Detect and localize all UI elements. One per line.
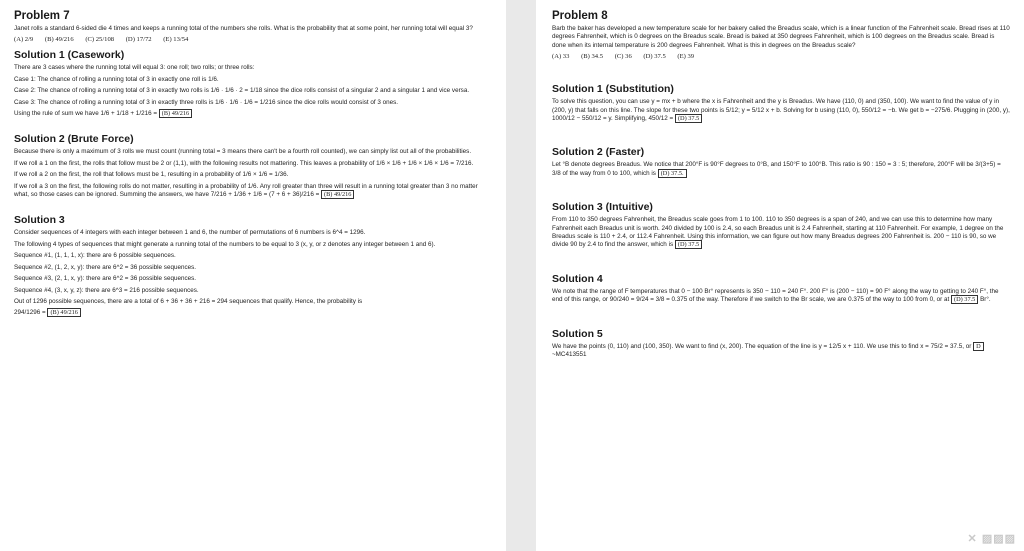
p8-solution-1-title: Solution 1 (Substitution) xyxy=(552,83,674,96)
solution-3-answer-box: (B) 49/216 xyxy=(47,308,80,317)
solution-3-line: The following 4 types of sequences that might generate a running total of the numbers to be equal to 3 (x, y, or z denotes any integer between 1 and 6). xyxy=(14,240,436,248)
solution-1-final xyxy=(14,110,492,118)
right-page xyxy=(536,0,1024,551)
solution-1-line: Case 2: The chance of rolling a running total of 3 in exactly two rolls is 1/6 · 1/6 · 2 = 1/18 since the dice rolls consist of a singular 2 and a singular 1 and vice versa. xyxy=(14,87,470,95)
solution-1-answer-box: (B) 49/216 xyxy=(159,109,192,118)
p8-solution-2-line: Let °B denote degrees Breadus. We notice that 200°F is 90°F degrees to 0°B, and 150°F to 100°B. This ratio is 90 : 150 = 3 : 5; therefore, 200°F will be 3/(3+5) = 3/8 of the way from 0 to 100, which is xyxy=(552,161,1001,177)
solution-3-line: Consider sequences of 4 integers with each integer between 1 and 6, the number of permutations of 6 numbers is 6^4 = 1296. xyxy=(14,229,366,237)
solution-3-ratio-text: 294/1296 = xyxy=(14,309,46,317)
watermark-logo: ✕ ▨▨▨ xyxy=(967,533,1016,545)
solution-2-line: If we roll a 1 on the first, the rolls that follow must be 2 or (1,1), with the following results not mattering. This leaves a probability of 1/6 × 1/6 + 1/6 × 1/6 × 1/6 = 7/216. xyxy=(14,159,474,167)
p8-solution-5-line: We have the points (0, 110) and (100, 350). We want to find (x, 200). The equation of the line is y = 12/5 x + 110. We use this to find x = 75/2 = 37.5, or xyxy=(552,342,972,350)
p8-solution-5-suffix: ~MC413551 xyxy=(552,351,587,359)
solution-1-line: Case 1: The chance of rolling a running total of 3 in exactly one roll is 1/6. xyxy=(14,75,219,83)
p8-solution-2-answer-box: (D) 37.5. xyxy=(658,169,687,178)
p8-solution-5-text xyxy=(552,343,1010,360)
solution-2-title: Solution 2 (Brute Force) xyxy=(14,133,134,146)
problem-7-text: Janet rolls a standard 6-sided die 4 times and keeps a running total of the numbers she rolls. What is the probability that at some point, her running total will equal 3? xyxy=(14,25,473,32)
solution-2-sum-text: If we roll a 3 on the first, the following rolls do not matter, resulting in a probability of 1/6. Any roll greater than three will result in a running total greater than 3 no matter what, so those cases can be ignored. Summing the answers, we have 7/216 + 1/36 + 1/6 = (7 + 6 + 36)/216 = xyxy=(14,182,478,199)
solution-2-answer-box: (B) 49/216 xyxy=(321,190,354,199)
p8-solution-3-answer-box: (D) 37.5 xyxy=(675,240,702,249)
solution-3-line: Sequence #3, (2, 1, x, y): there are 6^2 = 36 possible sequences. xyxy=(14,275,197,283)
solution-2-line: If we roll a 2 on the first, the roll that follows must be 1, resulting in a probability of 1/6 × 1/6 = 1/36. xyxy=(14,171,289,179)
problem-7-choices xyxy=(14,36,492,43)
choice-b: (B) 49/216 xyxy=(44,36,74,44)
choice-e: (E) 13/54 xyxy=(163,36,189,44)
solution-3-line: Sequence #2, (1, 2, x, y): there are 6^2 = 36 possible sequences. xyxy=(14,263,197,271)
p8-solution-5-title: Solution 5 xyxy=(552,327,603,340)
problem-8-choices xyxy=(552,53,1010,60)
problem-7-title: Problem 7 xyxy=(14,10,70,22)
p8-solution-5-answer-box: D xyxy=(973,342,984,351)
solution-2-final xyxy=(14,183,492,200)
solution-1-sum-text: Using the rule of sum we have 1/6 + 1/18 + 1/216 = xyxy=(14,110,157,118)
choice-a: (A) 33 xyxy=(552,53,570,61)
p8-solution-4-text xyxy=(552,288,1010,305)
solution-3-line: Sequence #1, (1, 1, 1, x): there are 6 possible sequences. xyxy=(14,252,176,260)
choice-d: (D) 17/72 xyxy=(125,36,152,44)
p8-solution-4-line: We note that the range of F temperatures that 0 − 100 Br° represents is 350 − 110 = 240 F°. 200 F° is (200 − 110) = 90 F° along the way to getting to 240 F°, the end of this range, or 90/240 = 9/24 = 3/8 = 0.375 of the way. Therefore if we switch to the Br scale, we are 0.375 of the way to 100 from 0, or at xyxy=(552,287,999,304)
p8-solution-2-text xyxy=(552,161,1010,178)
choice-a: (A) 2/9 xyxy=(14,36,34,44)
problem-8-title: Problem 8 xyxy=(552,10,608,22)
solution-3-final xyxy=(14,309,492,317)
solution-2-line: Because there is only a maximum of 3 rolls we must count (running total = 3 means there can't be a fourth roll counted), we can simply list out all of the probabilities. xyxy=(14,148,472,156)
p8-solution-1-answer-box: (D) 37.5 xyxy=(675,114,702,123)
p8-solution-3-text xyxy=(552,216,1010,250)
p8-solution-1-line: To solve this question, you can use y = mx + b where the x is Fahrenheit and the y is Breadus. We have (110, 0) and (350, 100). We want to find the value of y in (200, y) that falls on this line. The slope for these two points is 5/12; y = 5/12 x + b. Solving for b using (110, 0), 550/12 = −b. We get b = −275/6. Plugging in (200, y), 1000/12 − 550/12 = y. Simplifying, 450/12 = xyxy=(552,98,1010,123)
p8-solution-3-line: From 110 to 350 degrees Fahrenheit, the Breadus scale goes from 1 to 100. 110 to 350 degrees is a span of 240, and we can use this to determine how many Fahrenheit each Breadus unit is worth. 240 divided by 100 is 2.4, so each Breadus unit is 2.4 Fahrenheit, starting at 110 Fahrenheit. For example, 1 degree on the Breadus scale is 110 + 2.4, or 112.4 Fahrenheit. Using this information, we can figure out how many Breadus degrees 200 Fahrenheit is. 200 − 110 is 90, so we divide 90 by 2.4 to find the answer, which is xyxy=(552,216,1004,249)
solution-3-line: Sequence #4, (3, x, y, z): there are 6^3 = 216 possible sequences. xyxy=(14,286,199,294)
solution-1-title: Solution 1 (Casework) xyxy=(14,49,125,62)
p8-solution-4-answer-box: (D) 37.5 xyxy=(951,295,978,304)
p8-solution-4-suffix: Br°. xyxy=(980,296,991,304)
choice-c: (C) 36 xyxy=(614,53,632,61)
choice-c: (C) 25/108 xyxy=(85,36,115,44)
choice-b: (B) 34.5 xyxy=(581,53,604,61)
choice-d: (D) 37.5 xyxy=(643,53,666,61)
left-page xyxy=(0,0,506,551)
p8-solution-1-text xyxy=(552,98,1010,123)
choice-e: (E) 39 xyxy=(677,53,695,61)
p8-solution-2-title: Solution 2 (Faster) xyxy=(552,146,645,159)
p8-solution-4-title: Solution 4 xyxy=(552,272,603,285)
solution-1-line: Case 3: The chance of rolling a running total of 3 in exactly three rolls is 1/6 · 1/6 · 1/6 = 1/216 since the dice rolls would consist of 3 ones. xyxy=(14,98,399,106)
solution-3-line: Out of 1296 possible sequences, there are a total of 6 + 36 + 36 + 216 = 294 sequences that qualify. Hence, the probability is xyxy=(14,297,363,305)
problem-8-text: Barb the baker has developed a new temperature scale for her bakery called the Breadus scale, which is a linear function of the Fahrenheit scale. Bread rises at 110 degrees Fahrenheit, which is 0 degrees on the Breadus scale. Bread is baked at 350 degrees Fahrenheit, which is 100 degrees on the Breadus scale. Bread is done when its internal temperature is 200 degrees Fahrenheit. What is this in degrees on the Breadus scale? xyxy=(552,25,1010,49)
solution-3-title: Solution 3 xyxy=(14,214,65,227)
solution-1-line: There are 3 cases where the running total will equal 3: one roll; two rolls; or three rolls: xyxy=(14,64,255,72)
p8-solution-3-title: Solution 3 (Intuitive) xyxy=(552,201,653,214)
